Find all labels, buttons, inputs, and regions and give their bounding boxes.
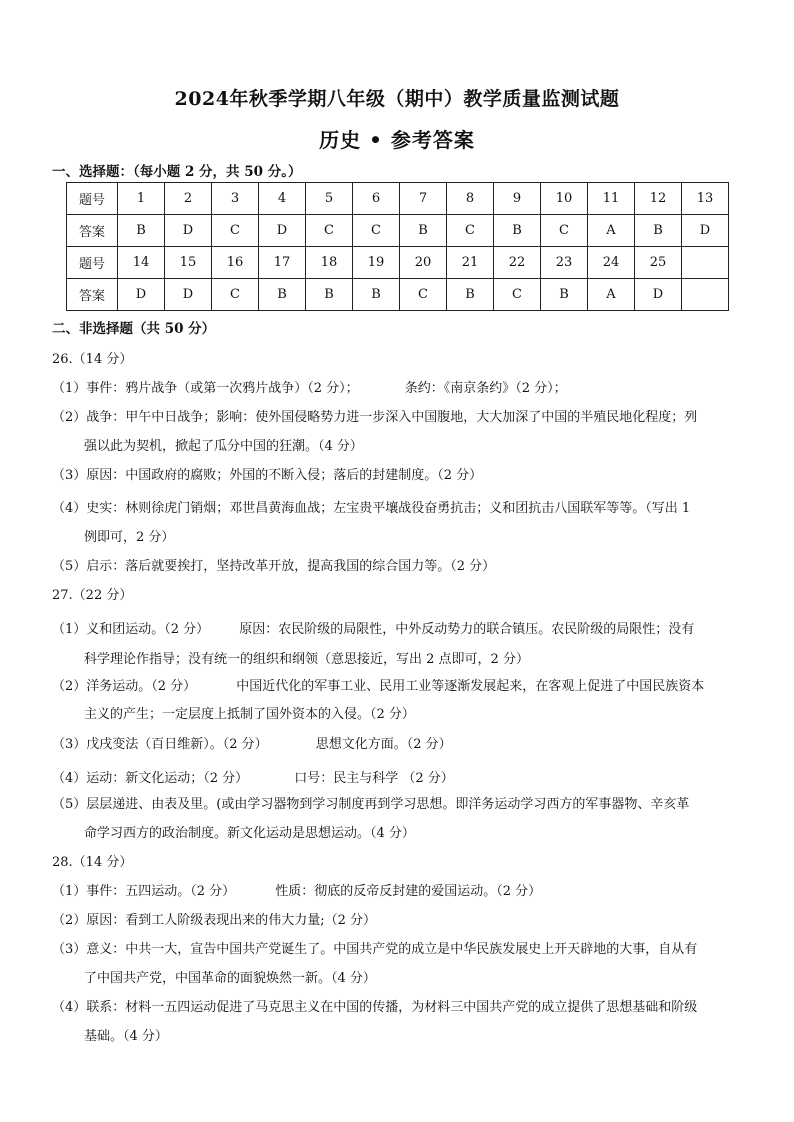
table-cell: B [118,215,165,247]
table-cell: 6 [353,183,400,215]
table-cell: 23 [541,247,588,279]
row-label: 题号 [67,247,118,279]
answer-table [66,182,729,311]
row-label: 题号 [67,183,118,215]
table-cell [682,247,729,279]
q27-3-a: （3）戊戌变法（百日维新）。（2 分） [52,737,268,752]
table-cell: B [447,279,494,311]
q26-answer-2-cont: 强以此为契机，掀起了瓜分中国的狂潮。（4 分） [84,439,363,454]
q27-answer-5-cont: 命学习西方的政治制度。新文化运动是思想运动。（4 分） [84,826,415,841]
q27-answer-5: （5）层层递进、由表及里。(或由学习器物到学习制度再到学习思想。即洋务运动学习西方的军事器物、辛亥革 [52,797,690,812]
table-row [67,247,729,279]
table-cell: D [165,215,212,247]
table-cell: 21 [447,247,494,279]
table-row [67,183,729,215]
q27-2-b: 中国近代化的军事工业、民用工业等逐渐发展起来，在客观上促进了中国民族资本 [236,679,705,694]
table-cell: 20 [400,247,447,279]
table-cell: 17 [259,247,306,279]
table-cell: D [118,279,165,311]
q28-1-b: 性质：彻底的反帝反封建的爱国运动。（2 分） [275,884,542,899]
table-cell: 1 [118,183,165,215]
q27-1-b: 原因：农民阶级的局限性，中外反动势力的联合镇压。农民阶级的局限性；没有 [239,622,695,637]
table-cell: 11 [588,183,635,215]
table-row [67,215,729,247]
row-label: 答案 [67,215,118,247]
q26-answer-4-cont: 例即可，2 分） [84,530,175,545]
q26-heading: 26.（14 分） [52,352,133,367]
table-cell: C [494,279,541,311]
table-cell: 25 [635,247,682,279]
table-cell: C [541,215,588,247]
table-cell [682,279,729,311]
q26-1-event: （1）事件：鸦片战争（或第一次鸦片战争）（2 分）； [52,381,359,396]
q27-2-a: （2）洋务运动。（2 分） [52,679,197,694]
q28-heading: 28.（14 分） [52,855,133,870]
table-cell: 15 [165,247,212,279]
q27-answer-3 [52,733,452,752]
q26-answer-2: （2）战争：甲午中日战争；影响：使外国侵略势力进一步深入中国腹地，大大加深了中国的半殖民地化程度；列 [52,410,698,425]
q28-answer-1 [52,880,541,899]
table-cell: C [306,215,353,247]
table-cell: 10 [541,183,588,215]
table-cell: D [682,215,729,247]
table-cell: 9 [494,183,541,215]
table-cell: C [447,215,494,247]
table-cell: B [494,215,541,247]
table-cell: 22 [494,247,541,279]
q27-heading: 27.（22 分） [52,588,133,603]
q28-answer-3: （3）意义：中共一大，宣告中国共产党诞生了。中国共产党的成立是中华民族发展史上开天辟地的大事，自从有 [52,942,698,957]
table-cell: D [165,279,212,311]
q26-answer-1 [52,377,567,396]
table-cell: 5 [306,183,353,215]
table-cell: B [306,279,353,311]
table-row [67,279,729,311]
q26-answer-5: （5）启示：落后就要挨打，坚持改革开放，提高我国的综合国力等。（2 分） [52,559,496,574]
q27-4-a: （4）运动：新文化运动；（2 分） [52,771,249,786]
table-cell: D [259,215,306,247]
q26-answer-4: （4）史实：林则徐虎门销烟；邓世昌黄海血战；左宝贵平壤战役奋勇抗击；义和团抗击八国联军等等。（写出 1 [52,501,691,516]
table-cell: B [400,215,447,247]
q27-1-a: （1）义和团运动。（2 分） [52,622,210,637]
table-cell: C [212,279,259,311]
q28-answer-4-cont: 基础。（4 分） [84,1029,168,1044]
q27-answer-2 [52,675,704,694]
table-cell: 4 [259,183,306,215]
q28-1-a: （1）事件：五四运动。（2 分） [52,884,236,899]
q26-answer-3: （3）原因：中国政府的腐败；外国的不断入侵；落后的封建制度。（2 分） [52,468,483,483]
table-cell: B [541,279,588,311]
q27-3-b: 思想文化方面。（2 分） [315,737,452,752]
page-subtitle: 历史 • 参考答案 [319,128,475,152]
table-cell: 24 [588,247,635,279]
q27-answer-1 [52,618,694,637]
table-cell: D [635,279,682,311]
table-cell: 16 [212,247,259,279]
table-cell: C [400,279,447,311]
q27-answer-4 [52,767,454,786]
table-cell: 18 [306,247,353,279]
q28-answer-2: （2）原因：看到工人阶级表现出来的伟大力量;（2 分） [52,913,377,928]
q27-answer-2-cont: 主义的产生；一定层度上抵制了国外资本的入侵。（2 分） [84,707,415,722]
table-cell: C [353,215,400,247]
section2-heading: 二、非选择题（共 50 分） [52,321,216,337]
q27-4-b: 口号：民主与科学 （2 分） [294,771,454,786]
q27-answer-1-cont: 科学理论作指导；没有统一的组织和纲领（意思接近，写出 2 点即可，2 分） [84,652,529,667]
table-cell: 12 [635,183,682,215]
q26-1-treaty: 条约：《南京条约》（2 分）； [404,381,567,396]
table-cell: A [588,215,635,247]
table-cell: 14 [118,247,165,279]
table-cell: B [353,279,400,311]
table-cell: 19 [353,247,400,279]
page-title: 2024年秋季学期八年级（期中）教学质量监测试题 [174,88,620,110]
table-cell: B [635,215,682,247]
table-cell: 7 [400,183,447,215]
table-cell: 3 [212,183,259,215]
q28-answer-4: （4）联系：材料一五四运动促进了马克思主义在中国的传播，为材料三中国共产党的成立提供了思想基础和阶级 [52,1000,698,1015]
table-cell: C [212,215,259,247]
row-label: 答案 [67,279,118,311]
q28-answer-3-cont: 了中国共产党，中国革命的面貌焕然一新。（4 分） [84,971,376,986]
table-cell: 8 [447,183,494,215]
table-cell: B [259,279,306,311]
section1-heading: 一、选择题：（每小题 2 分，共 50 分。） [52,164,302,180]
table-cell: 2 [165,183,212,215]
table-cell: 13 [682,183,729,215]
table-cell: A [588,279,635,311]
